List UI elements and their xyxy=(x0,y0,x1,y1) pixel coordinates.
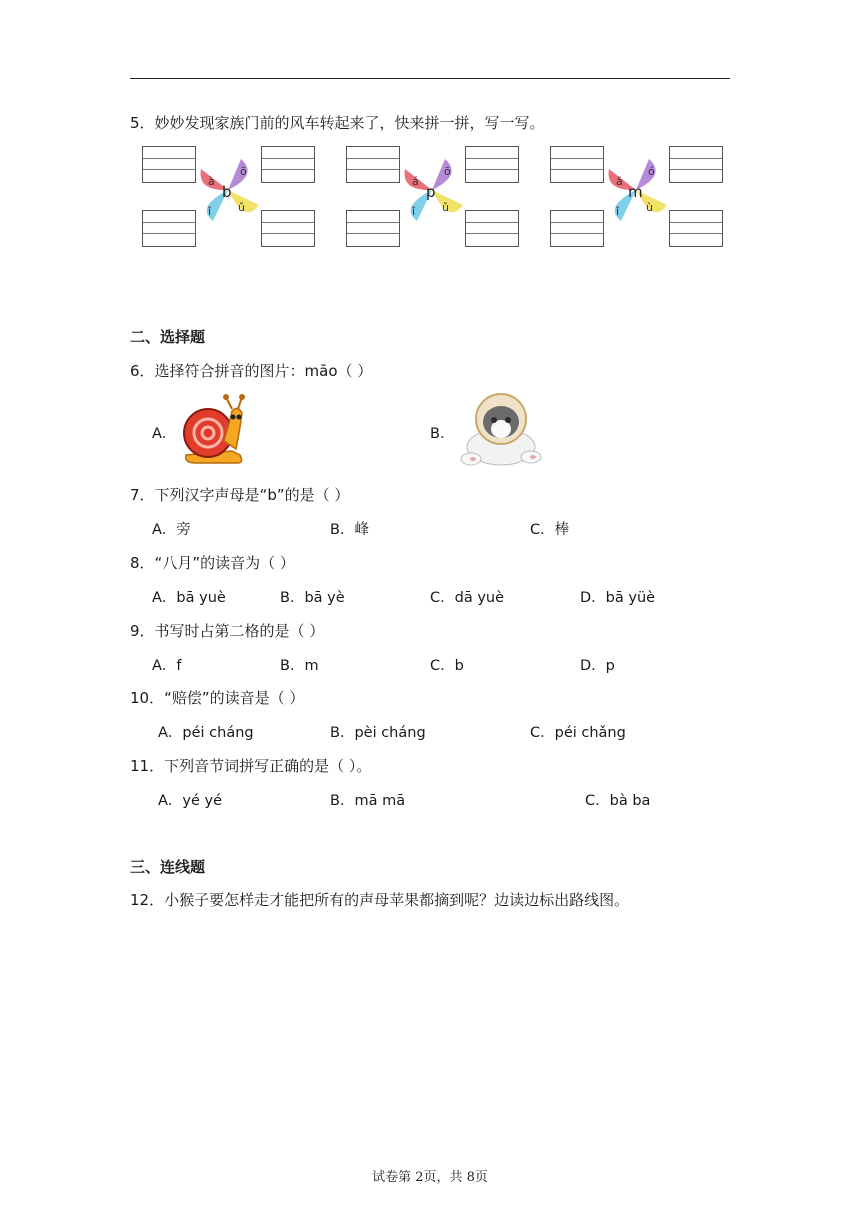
pinwheel-letter: ǐ xyxy=(412,205,416,218)
writing-grid xyxy=(346,146,400,183)
pinwheel-letter: ō xyxy=(240,165,247,178)
option-d[interactable]: D．p xyxy=(580,658,615,674)
pinwheel-letter: ǔ xyxy=(238,201,245,214)
pinwheel-3 xyxy=(601,155,671,225)
writing-grid xyxy=(465,146,519,183)
question-9-text: 9．书写时占第二格的是（ ） xyxy=(130,622,325,640)
question-10-text: 10．“赔偿”的读音是（ ） xyxy=(130,689,305,707)
pinwheel-center-letter: p xyxy=(426,183,436,201)
option-a[interactable]: A．péi cháng xyxy=(158,725,254,741)
writing-grid xyxy=(261,146,315,183)
snail-image xyxy=(180,393,246,465)
cat-image xyxy=(453,391,549,469)
pinwheel-letter: ù xyxy=(646,201,653,214)
pinwheel-letter: ǎ xyxy=(616,175,623,188)
writing-grid xyxy=(669,210,723,247)
option-b[interactable]: B．pèi cháng xyxy=(330,725,426,741)
option-c[interactable]: C．péi chǎng xyxy=(530,725,626,741)
option-b[interactable]: B．bā yè xyxy=(280,590,345,606)
option-c[interactable]: C．bà ba xyxy=(585,793,651,809)
pinwheel-letter: ó xyxy=(648,165,655,178)
writing-grid xyxy=(669,146,723,183)
pinwheel-1 xyxy=(193,155,263,225)
pinwheel-2 xyxy=(397,155,467,225)
question-11-text: 11．下列音节词拼写正确的是（ ）。 xyxy=(130,757,372,775)
option-a[interactable]: A． xyxy=(152,426,177,442)
option-b[interactable]: B．峰 xyxy=(330,522,369,538)
option-c[interactable]: C．棒 xyxy=(530,522,570,538)
option-c[interactable]: C．dā yuè xyxy=(430,590,505,606)
option-a[interactable]: A．yé yé xyxy=(158,793,223,809)
question-8-text: 8．“八月”的读音为（ ） xyxy=(130,554,295,572)
writing-grid xyxy=(261,210,315,247)
question-7-text: 7．下列汉字声母是“b”的是（ ） xyxy=(130,486,350,504)
section-3-title: 三、连线题 xyxy=(130,858,206,876)
pinwheel-letter: ǐ xyxy=(616,205,620,218)
pinwheel-letter: á xyxy=(412,175,419,188)
writing-grid xyxy=(550,146,604,183)
option-a[interactable]: A．bā yuè xyxy=(152,590,226,606)
page-footer: 试卷第 2页，共 8页 xyxy=(372,1170,488,1185)
writing-grid xyxy=(465,210,519,247)
option-b[interactable]: B．mā mā xyxy=(330,793,406,809)
option-a[interactable]: A．f xyxy=(152,658,182,674)
header-rule xyxy=(130,78,730,79)
section-2-title: 二、选择题 xyxy=(130,328,206,346)
writing-grid xyxy=(142,210,196,247)
option-b[interactable]: B．m xyxy=(280,658,319,674)
writing-grid xyxy=(550,210,604,247)
pinwheel-letter: ǔ xyxy=(442,201,449,214)
writing-grid xyxy=(142,146,196,183)
pinwheel-letter: ǐ xyxy=(208,205,212,218)
pinwheel-letter: ō xyxy=(444,165,451,178)
question-12-text: 12．小猴子要怎样走才能把所有的声母苹果都摘到呢？边读边标出路线图。 xyxy=(130,891,630,909)
pinwheel-letter: à xyxy=(208,175,215,188)
option-c[interactable]: C．b xyxy=(430,658,464,674)
writing-grid xyxy=(346,210,400,247)
question-6-text: 6．选择符合拼音的图片：māo（ ） xyxy=(130,362,373,380)
option-a[interactable]: A．旁 xyxy=(152,522,191,538)
pinwheel-center-letter: m xyxy=(628,183,643,201)
question-5-text: 5．妙妙发现家族门前的风车转起来了，快来拼一拼，写一写。 xyxy=(130,114,545,132)
option-b[interactable]: B． xyxy=(430,426,455,442)
pinwheel-center-letter: b xyxy=(222,183,232,201)
option-d[interactable]: D．bā yüè xyxy=(580,590,656,606)
